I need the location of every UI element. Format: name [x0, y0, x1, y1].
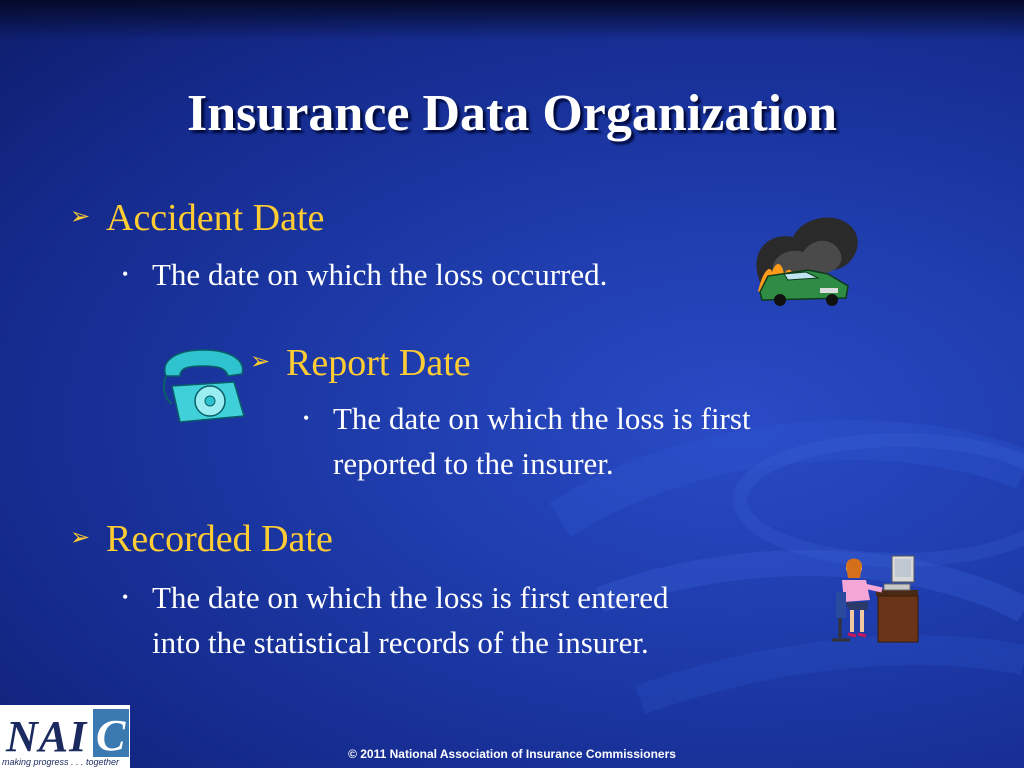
recorded-date-detail: [122, 575, 669, 665]
report-date-heading: Report Date: [286, 342, 471, 384]
sub-bullet-icon: •: [122, 264, 129, 284]
report-date-detail: [303, 396, 751, 486]
sub-bullet-icon: •: [122, 587, 129, 607]
recorded-date-text-line2: into the statistical records of the insurer.: [152, 625, 649, 660]
copyright-footer: © 2011 National Association of Insurance Commissioners: [348, 747, 676, 761]
office-worker-icon: [832, 552, 924, 648]
recorded-date-heading: Recorded Date: [106, 518, 333, 560]
telephone-icon: [158, 346, 248, 426]
accident-date-detail: [122, 252, 608, 297]
accident-date-heading: Accident Date: [106, 197, 325, 239]
naic-logo-tagline: making progress . . . together: [2, 757, 120, 767]
report-date-text-line1: The date on which the loss is first: [333, 401, 751, 436]
arrow-bullet-icon: ➢: [70, 525, 91, 551]
naic-logo-c: C: [96, 711, 126, 760]
slide-title: Insurance Data Organization: [187, 85, 837, 142]
sub-bullet-icon: •: [303, 408, 310, 428]
report-date-text-line2: reported to the insurer.: [333, 446, 614, 481]
arrow-bullet-icon: ➢: [250, 349, 271, 375]
bullet-report-date: [250, 341, 471, 385]
recorded-date-text-line1: The date on which the loss is first entered: [152, 580, 669, 615]
bullet-accident-date: [70, 196, 324, 240]
accident-date-text: The date on which the loss occurred.: [152, 257, 608, 292]
bullet-recorded-date: [70, 517, 333, 561]
arrow-bullet-icon: ➢: [70, 204, 91, 230]
naic-logo-letters: NAI: [6, 712, 88, 761]
burning-car-icon: [748, 212, 863, 307]
